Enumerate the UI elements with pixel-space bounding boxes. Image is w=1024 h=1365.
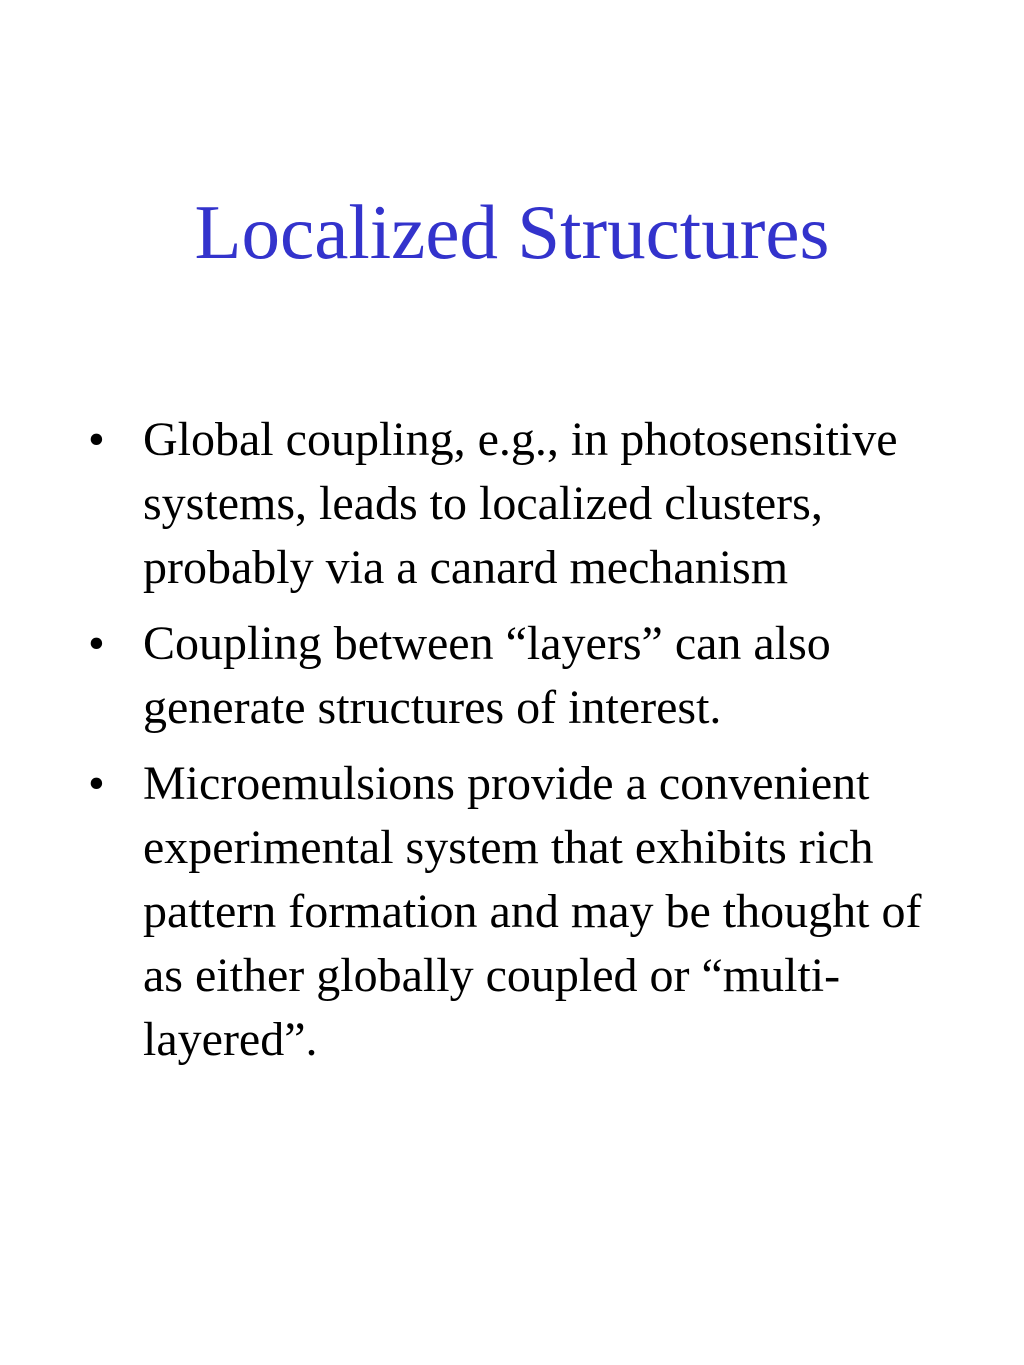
bullet-item-global-coupling <box>88 408 938 600</box>
bullet-marker: • <box>88 617 105 670</box>
bullet-list <box>88 408 938 1084</box>
bullet-item-layer-coupling <box>88 612 938 740</box>
bullet-text: Coupling between “layers” can also generate structures of interest. <box>143 617 831 734</box>
bullet-marker: • <box>88 413 105 466</box>
bullet-text: Microemulsions provide a convenient experimental system that exhibits rich pattern formation and may be thought of as either globally coupled or “multi-layered”. <box>143 757 922 1066</box>
bullet-item-microemulsions <box>88 752 938 1072</box>
slide-title: Localized Structures <box>194 189 830 275</box>
bullet-marker: • <box>88 757 105 810</box>
bullet-text: Global coupling, e.g., in photosensitive systems, leads to localized clusters, probably via a canard mechanism <box>143 413 898 594</box>
